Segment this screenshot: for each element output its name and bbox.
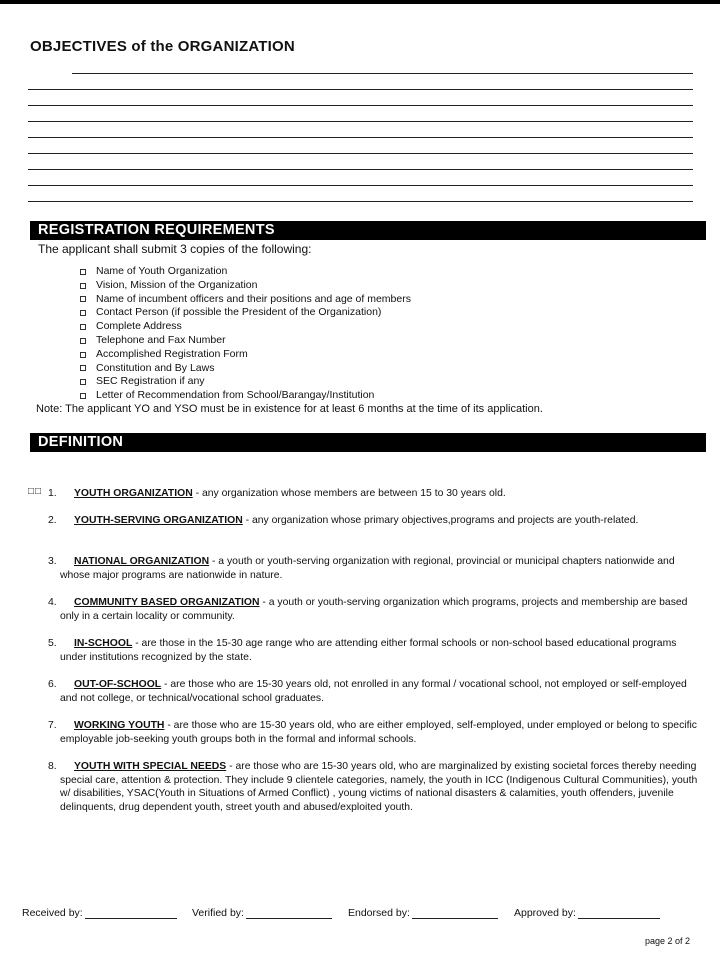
definition-header: DEFINITION xyxy=(30,433,706,452)
objectives-line xyxy=(28,106,693,122)
requirement-item: Vision, Mission of the Organization xyxy=(80,279,411,293)
requirement-item: Accomplished Registration Form xyxy=(80,348,411,362)
objectives-line xyxy=(28,170,693,186)
registration-intro: The applicant shall submit 3 copies of the following: xyxy=(38,242,312,256)
checkbox-glyph-icon: □□ xyxy=(28,486,43,497)
registration-note: Note: The applicant YO and YSO must be in existence for at least 6 months at the time of its application. xyxy=(36,403,543,415)
definition-term: YOUTH WITH SPECIAL NEEDS xyxy=(74,761,227,772)
objectives-line xyxy=(28,90,693,106)
definition-item: 7. WORKING YOUTH - are those who are 15-30 years old, who are either employed, self-employed, under employed or belong to specific employable job-seeking youth groups both in the formal and informal schools. xyxy=(48,720,697,745)
definition-item: 6. OUT-OF-SCHOOL - are those who are 15-30 years old, not enrolled in any formal / vocational school, not employed or self-employed and not college, or technical/vocational school graduates. xyxy=(48,679,687,704)
endorsed-by-field[interactable]: Endorsed by: xyxy=(348,906,498,919)
definition-item: 2. YOUTH-SERVING ORGANIZATION - any organization whose primary objectives,programs and projects are youth-related. xyxy=(48,515,639,526)
definition-term: OUT-OF-SCHOOL xyxy=(74,679,162,690)
objectives-line xyxy=(28,154,693,170)
objectives-line xyxy=(28,138,693,154)
bullet-icon xyxy=(80,269,86,275)
objectives-lines xyxy=(28,58,693,202)
definition-term: COMMUNITY BASED ORGANIZATION xyxy=(74,597,260,608)
requirement-item: Letter of Recommendation from School/Barangay/Institution xyxy=(80,389,411,403)
definition-term: YOUTH-SERVING ORGANIZATION xyxy=(74,515,243,526)
bullet-icon xyxy=(80,352,86,358)
requirement-item: Complete Address xyxy=(80,320,411,334)
bullet-icon xyxy=(80,393,86,399)
received-by-field[interactable]: Received by: xyxy=(22,906,177,919)
bullet-icon xyxy=(80,324,86,330)
signature-blank[interactable] xyxy=(412,906,498,919)
bullet-icon xyxy=(80,379,86,385)
bullet-icon xyxy=(80,283,86,289)
definition-item: 8. YOUTH WITH SPECIAL NEEDS - are those who are 15-30 years old, who are marginalized by existing societal forces thereby needing special care, attention & protection. They include 9 clientele categories, namely, the youth in ICC (Indigenous Cultural Communities), youth w/ disabilities, YSAC(Youth in Situations of Armed Conflict) , young victims of national disasters & calamities, youth offenders, juvenile delinquents, drug dependent youth, street youth and abused/exploited youth. xyxy=(48,761,698,813)
definition-term: YOUTH ORGANIZATION xyxy=(74,488,193,499)
bullet-icon xyxy=(80,296,86,302)
bullet-icon xyxy=(80,310,86,316)
bullet-icon xyxy=(80,338,86,344)
definition-item: 3. NATIONAL ORGANIZATION - a youth or youth-serving organization with regional, provincial or municipal chapters nationwide and whose major programs are nationwide in nature. xyxy=(48,556,675,581)
requirement-item: Constitution and By Laws xyxy=(80,362,411,376)
requirement-item: Contact Person (if possible the President of the Organization) xyxy=(80,306,411,320)
requirement-item: Name of incumbent officers and their positions and age of members xyxy=(80,293,411,307)
requirement-item: SEC Registration if any xyxy=(80,375,411,389)
definition-item: 4. COMMUNITY BASED ORGANIZATION - a youth or youth-serving organization which programs, projects and membership are based only in a certain locality or community. xyxy=(48,597,688,622)
definition-term: WORKING YOUTH xyxy=(74,720,165,731)
bullet-icon xyxy=(80,365,86,371)
verified-by-field[interactable]: Verified by: xyxy=(192,906,332,919)
registration-header: REGISTRATION REQUIREMENTS xyxy=(30,221,706,240)
objectives-line xyxy=(28,186,693,202)
signature-blank[interactable] xyxy=(246,906,332,919)
objectives-line xyxy=(28,122,693,138)
definition-item: 5. IN-SCHOOL - are those in the 15-30 age range who are attending either formal schools or non-school based educational programs under institutions recognized by the state. xyxy=(48,638,677,663)
objectives-line xyxy=(72,58,693,74)
objectives-line xyxy=(28,74,693,90)
requirement-item: Name of Youth Organization xyxy=(80,265,411,279)
definition-item: 1. YOUTH ORGANIZATION - any organization whose members are between 15 to 30 years old. xyxy=(48,488,506,499)
top-border xyxy=(0,0,720,4)
approved-by-field[interactable]: Approved by: xyxy=(514,906,660,919)
requirement-item: Telephone and Fax Number xyxy=(80,334,411,348)
page-number: page 2 of 2 xyxy=(644,936,690,946)
signature-blank[interactable] xyxy=(85,906,177,919)
signature-blank[interactable] xyxy=(578,906,660,919)
definition-term: IN-SCHOOL xyxy=(74,638,133,649)
objectives-title: OBJECTIVES of the ORGANIZATION xyxy=(30,38,295,55)
definition-term: NATIONAL ORGANIZATION xyxy=(74,556,210,567)
requirements-list xyxy=(80,265,411,403)
